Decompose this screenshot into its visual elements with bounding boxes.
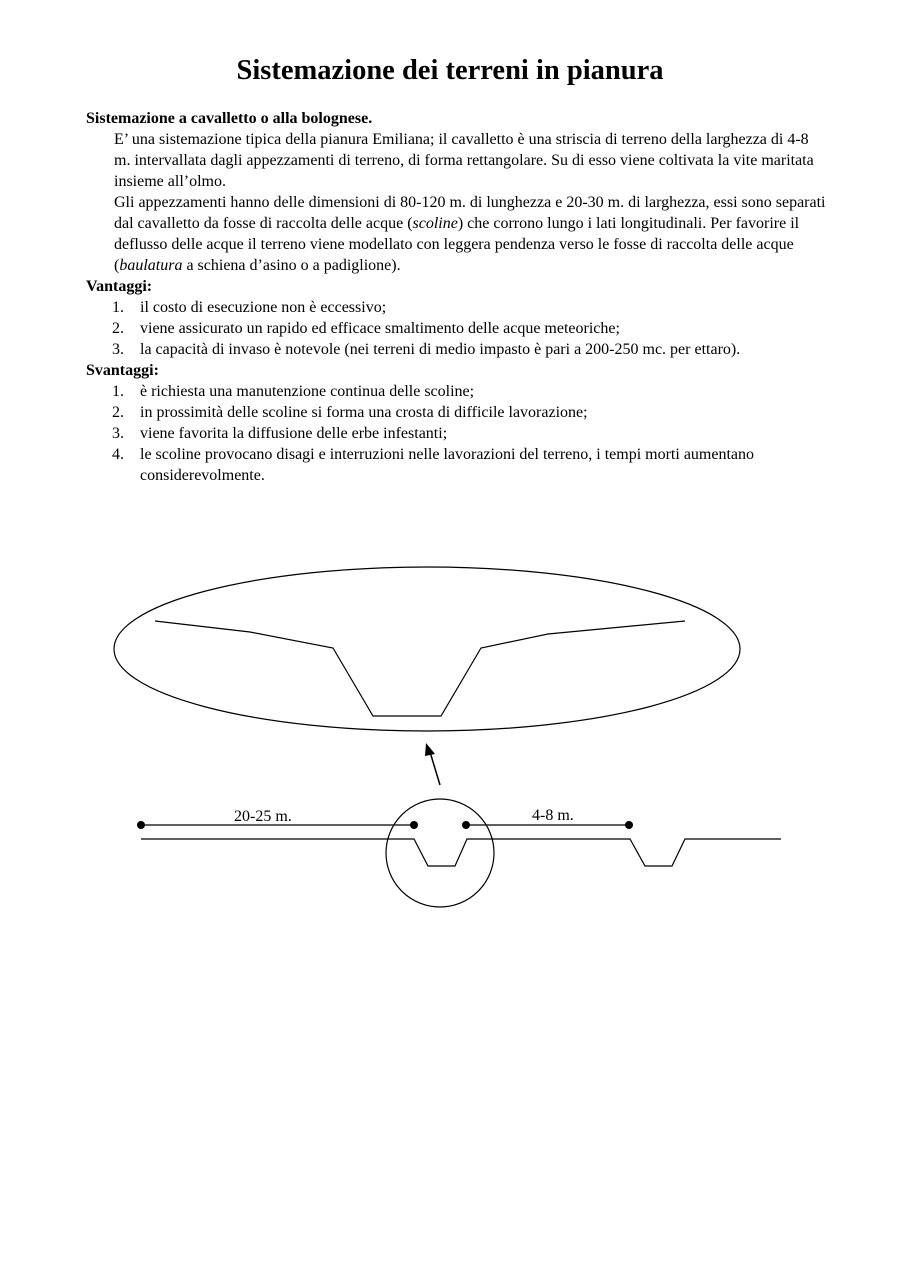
list-item-number: 1. (112, 383, 124, 400)
list-item-text: le scoline provocano disagi e interruzioni nelle lavorazioni del terreno, i tempi morti aumentano considerevolmente. (140, 446, 755, 484)
list-item-text: viene assicurato un rapido ed efficace smaltimento delle acque meteoriche; (140, 320, 620, 337)
page-title: Sistemazione dei terreni in pianura (236, 55, 664, 86)
scolina-detail-profile (155, 621, 685, 716)
intro-paragraph: E’ una sistemazione tipica della pianura Emiliana; il cavalletto è una striscia di terreno della larghezza di 4-8 m. intervallata dagli appezzamenti di terreno, di forma rettangolare. Su di esso viene coltivata la vite maritata insieme all’olmo. (114, 131, 814, 190)
dimensions-text-start: Gli appezzamenti hanno delle dimensioni di 80-120 m. di lunghezza e 20-30 m. di larghezza, essi sono separati dal cavalletto da fosse di raccolta delle acque ( (114, 194, 826, 232)
advantages-heading: Vantaggi: (86, 278, 153, 295)
dimension-endpoint (410, 821, 418, 829)
list-item-text: è richiesta una manutenzione continua delle scoline; (140, 383, 475, 400)
section-heading: Sistemazione a cavalletto o alla bolognese. (86, 110, 373, 127)
magnifier-circle (386, 799, 494, 907)
scoline-term: scoline (412, 215, 458, 232)
dimensions-text-end: a schiena d’asino o a padiglione). (182, 257, 401, 274)
dimension-endpoint (625, 821, 633, 829)
dimensions-text-mid: ) che corrono lungo i lati longitudinali. Per favorire il deflusso delle acque il terreno viene modellato con leggera pendenza verso le fosse di raccolta delle acque ( (114, 215, 800, 274)
field-width-label: 20-25 m. (234, 808, 292, 825)
list-item-text: in prossimità delle scoline si forma una crosta di difficile lavorazione; (140, 404, 588, 421)
list-item-text: la capacità di invaso è notevole (nei terreni di medio impasto è pari a 200-250 mc. per ettaro). (140, 341, 741, 358)
cavalletto-width-label: 4-8 m. (532, 807, 574, 824)
magnify-arrowhead (425, 743, 435, 756)
dimension-endpoint (462, 821, 470, 829)
list-item-text: viene favorita la diffusione delle erbe infestanti; (140, 425, 448, 442)
list-item-number: 2. (112, 320, 124, 337)
ground-profile (141, 839, 781, 866)
disadvantages-heading: Svantaggi: (86, 362, 159, 379)
baulatura-term: baulatura (119, 257, 183, 274)
list-item-number: 3. (112, 425, 124, 442)
list-item-number: 1. (112, 299, 124, 316)
list-item-number: 3. (112, 341, 124, 358)
list-item-number: 2. (112, 404, 124, 421)
detail-ellipse (114, 567, 740, 731)
list-item-text: il costo di esecuzione non è eccessivo; (140, 299, 387, 316)
magnify-arrow-line (430, 752, 440, 785)
dimension-endpoint (137, 821, 145, 829)
list-item-number: 4. (112, 446, 124, 463)
